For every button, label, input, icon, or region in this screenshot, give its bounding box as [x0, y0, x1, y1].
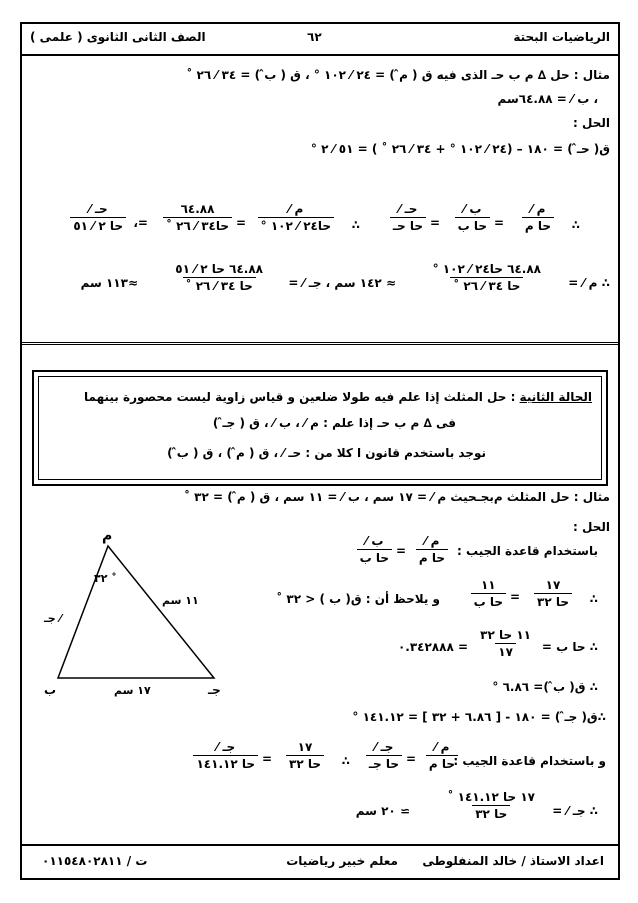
sine-rule2-fraction-a: ﻡ ⁄ حا ﻡ — [426, 740, 458, 772]
case2-line1: الحالة الثانية : حل المثلث إذا علم فيه طولا ضلعين و قياس زاوية ليست محصورة بينهما — [84, 390, 592, 404]
side-c-diagram-label: جـ ⁄ — [44, 612, 62, 625]
side-c-fraction-2: ١٧ حا ١٤١.١٢ ˚ حا ٣٢ — [447, 790, 535, 821]
angle-a-label: ٣٢ ˚ — [94, 572, 117, 585]
triangle-shape — [58, 546, 214, 678]
section-divider — [22, 342, 618, 345]
header-grade: الصف الثانى الثانوى ( علمى ) — [30, 30, 206, 44]
sine-rule2-fraction-c: جـ ⁄ حا جـ — [366, 740, 402, 772]
vertex-b-label: ب — [44, 683, 57, 697]
header-subject: الرياضيات البحتة — [513, 30, 610, 44]
sin-b-result: = ٠.٣٤٢٨٨٨ — [397, 640, 468, 654]
fraction-a-over-sin-a: ﻡ ⁄ حا ﻡ — [522, 202, 554, 234]
side-a-diagram-label: ١٧ سم — [114, 684, 151, 697]
side-b-label: ١١ سم — [162, 594, 199, 607]
angle-b-note: و يلاحظ أن : ق( ب ) < ٣٢ ˚ — [276, 592, 440, 606]
angle-c-result: ∴ق( جـ̂ ) = ١٨٠ - [ ٦.٨٦ + ٣٢ ] = ١٤١.١٢ ° — [352, 710, 606, 724]
case2-line3: نوجد باستخدم قانون ا كلا من : حـ ⁄ ، ق ( ﻡ̂ ) ، ق ( ب̂ ) — [167, 446, 486, 460]
fraction-a-value: ﻡ ⁄ حا٢٤ ⁄ ١٠٢ ° — [258, 202, 334, 234]
side-a-fraction: ٦٤.٨٨ حا٢٤ ⁄ ١٠٢ ° حا ٣٤ ⁄ ٢٦ ˚ — [432, 262, 541, 293]
header-page-number: ٦٢ — [307, 30, 322, 44]
footer-divider — [22, 844, 618, 846]
side-c-result: ≈١١٣ سم — [80, 276, 138, 290]
example1-statement: مثال : حل ∆ ﻡ ب حـ الذى فيه ق ( ﻡ̂ ) = ٢٤ ⁄ ١٠٢ ° ، ق ( ب̂ ) = ٣٤ ⁄ ٢٦ ˚ — [186, 68, 610, 82]
side-a-label: ∴ ﻡ ⁄ = — [568, 276, 610, 290]
sine-rule-label: باستخدام قاعدة الجيب : — [457, 544, 598, 558]
fraction-c-value: حـ ⁄ حا ٢ ⁄ ٥١ — [70, 202, 126, 234]
example1-solution-label: الحل : — [573, 116, 610, 130]
sine-rule2-fraction-17: ١٧ حا ٣٢ — [286, 740, 324, 772]
footer-author: اعداد الاستاذ / خالد المنفلوطى — [422, 854, 604, 868]
therefore-symbol: ∴ — [571, 218, 580, 232]
equation-17-fraction: ١٧ حا ٣٢ — [534, 578, 572, 610]
case2-box — [32, 370, 608, 486]
fraction-c-over-sin-c: حـ ⁄ حا حـ — [390, 202, 426, 234]
footer-title: معلم خبير رياضيات — [286, 854, 398, 868]
sine-rule2-fraction-c-value: جـ ⁄ حا ١٤١.١٢ — [193, 740, 258, 772]
fraction-b-over-sin-b: ب ⁄ حا ب — [455, 202, 490, 234]
example1-given-side: ، ب ⁄ = ٦٤.٨٨سم — [497, 92, 598, 106]
sine-rule-fraction-a: ﻡ ⁄ حا ﻡ — [416, 534, 448, 566]
sine-rule-label-2: و باستخدام قاعدة الجيب : — [453, 754, 606, 768]
side-c-label: ∴ جـ ⁄ = — [552, 804, 598, 818]
sin-b-label: ∴ حا ب = — [541, 640, 598, 654]
fraction-b-value: ٦٤.٨٨ حا٣٤ ⁄ ٢٦ ˚ — [163, 202, 232, 234]
vertex-c-label: جـ — [208, 683, 221, 697]
angle-b-result: ∴ ق( ب̂ )= ٦.٨٦ ° — [492, 680, 598, 694]
side-c-result-2: ≃ ٢٠ سم — [355, 804, 410, 818]
header-divider — [22, 54, 618, 56]
equation-11-fraction: ١١ حا ب — [471, 578, 506, 610]
sin-b-fraction: ١١ حا ٣٢ ١٧ — [480, 628, 531, 659]
sine-rule-fraction-b: ب ⁄ حا ب — [357, 534, 392, 566]
triangle-diagram — [22, 524, 252, 704]
example1-angle-c: ق( حـ̂ ) = ١٨٠ – (٢٤ ⁄ ١٠٢ ° + ٣٤ ⁄ ٢٦ ˚ ) = ٥١ ⁄ ٢ ° — [310, 142, 610, 156]
case2-line2: فى ∆ ﻡ ب حـ إذا علم : ﻡ ⁄ ، ب ⁄ ، ق ( جـ̂ ) — [212, 416, 456, 430]
side-a-result: ≈ ١٤٢ سم ، جـ ⁄ = — [288, 276, 396, 290]
example2-statement: مثال : حل المثلث ﻡبجـحيث ﻡ ⁄ = ١٧ سم ، ب ⁄ = ١١ سم ، ق ( ﻡ̂ ) = ٣٢ ˚ — [183, 490, 610, 504]
footer-phone: ت / ٠١١٥٤٨٠٢٨١١ — [42, 854, 148, 868]
side-c-fraction: ٦٤.٨٨ حا ٢ ⁄ ٥١ حا ٣٤ ⁄ ٢٦ ˚ — [175, 262, 263, 293]
example2-solution-label: الحل : — [573, 520, 610, 534]
worksheet-page: الرياضيات البحتة ٦٢ الصف الثانى الثانوى ( علمى ) مثال : حل ∆ ﻡ ب حـ الذى فيه ق ( ﻡ̂ ) = ٢٤ ⁄ ١٠٢ ° ، ق ( ب̂ ) = ٣٤ ⁄ ٢٦ ˚ ، ب ⁄ = ٦٤.٨٨سم الحل : ق( حـ̂ ) = ١٨٠ – (٢٤ ⁄ ١٠٢ ° + ٣٤ ⁄ ٢٦ ˚ ) = ٥١ ⁄ ٢ ° ∴ ﻡ ⁄ حا ﻡ = ب ⁄ حا ب = حـ ⁄ حا حـ ∴ ﻡ ⁄ حا٢٤ ⁄ ١٠٢ ° = ٦٤.٨٨ حا٣٤ ⁄ ٢٦ ˚ =، حـ ⁄ حا ٢ ⁄ ٥١ ∴ ﻡ ⁄ = ٦٤.٨٨ حا٢٤ ⁄ ١٠٢ ° حا ٣٤ ⁄ ٢٦ ˚ ≈ ١٤٢ سم ، جـ ⁄ = ٦٤.٨٨ حا ٢ ⁄ ٥١ حا ٣٤ ⁄ ٢٦ ˚ ≈١١٣ سم الحالة الثانية : حل المثلث إذا علم فيه طولا ضلعين و قياس زاوية ليست محصورة بينهما فى ∆ ﻡ ب حـ إذا علم : ﻡ ⁄ ، ب ⁄ ، ق ( جـ̂ ) نوجد باستخدم قانون ا كلا من : حـ ⁄ ، ق ( ﻡ̂ ) ، ق ( ب̂ ) مثال : حل المثلث ﻡبجـحيث ﻡ ⁄ = ١٧ سم ، ب ⁄ = ١١ سم ، ق ( ﻡ̂ ) = ٣٢ ˚ الحل : باستخدام قاعدة الجيب : ﻡ ⁄ حا ﻡ = ب ⁄ حا ب ∴ ١٧ حا ٣٢ = ١١ حا ب و يلاحظ أن : ق( ب ) < ٣٢ ˚ ∴ حا ب = ١١ حا ٣٢ ١٧ = ٠.٣٤٢٨٨٨ ∴ ق( ب̂ )= ٦.٨٦ ° ∴ق( جـ̂ ) = ١٨٠ - [ ٦.٨٦ + ٣٢ ] = ١٤١.١٢ ° و باستخدام قاعدة الجيب : ﻡ ⁄ حا ﻡ = جـ ⁄ حا جـ ∴ ١٧ حا ٣٢ = جـ ⁄ حا ١٤١.١٢ ∴ جـ ⁄ = ١٧ حا ١٤١.١٢ ˚ حا ٣٢ ≃ ٢٠ سم ﻡ ب جـ ٣٢ ˚ ١١ سم جـ ⁄ ١٧ سم اعداد الاستاذ / خالد المنفلوطى معلم خبير رياضيات ت / ٠١١٥٤٨٠٢٨١١ — [20, 22, 620, 880]
vertex-a-label: ﻡ — [102, 528, 113, 544]
